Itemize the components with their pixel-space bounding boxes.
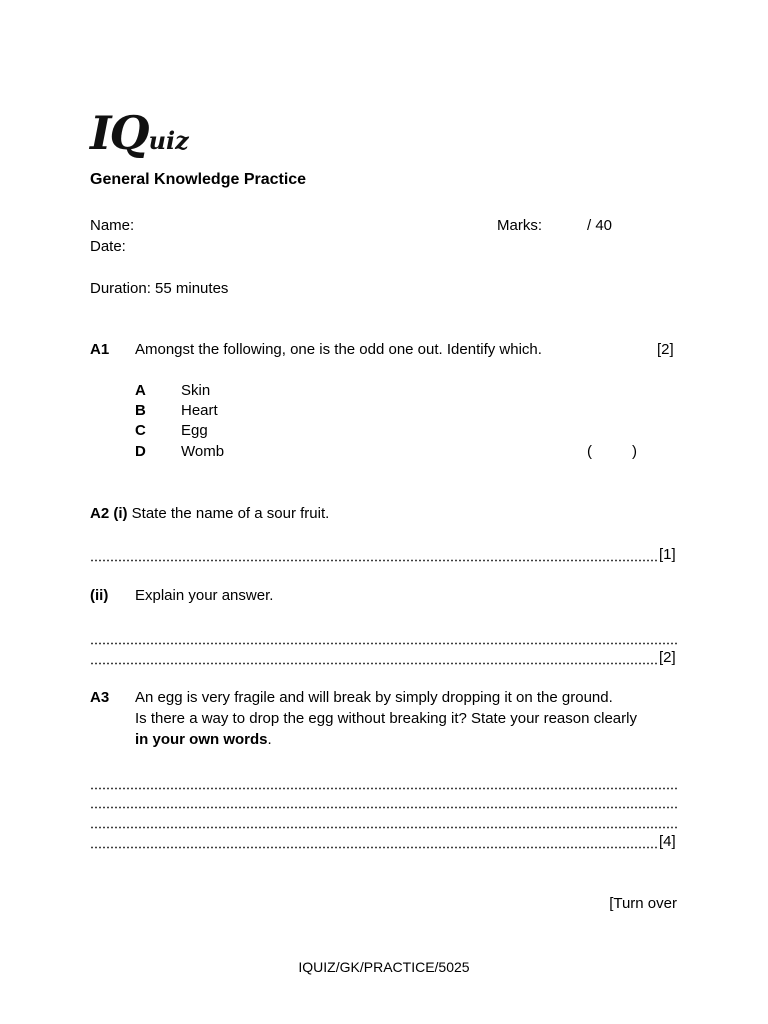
question-text-a1: Amongst the following, one is the odd one out. Identify which. bbox=[135, 341, 542, 358]
option-letter: A bbox=[135, 382, 146, 399]
question-text-a3-line1: An egg is very fragile and will break by simply dropping it on the ground. bbox=[135, 689, 613, 706]
marks-a2-ii: [2] bbox=[659, 649, 676, 666]
question-a2-line bbox=[90, 505, 329, 523]
date-label: Date: bbox=[90, 238, 126, 255]
page-subtitle: General Knowledge Practice bbox=[90, 171, 307, 188]
question-number-a2-ii: (ii) bbox=[90, 587, 109, 604]
marks-total: / 40 bbox=[587, 217, 613, 234]
marks-a2-i: [1] bbox=[659, 546, 676, 563]
marks-a1: [2] bbox=[657, 341, 674, 358]
answer-line bbox=[90, 546, 657, 564]
logo-uiz: uiz bbox=[148, 126, 189, 155]
period: . bbox=[267, 731, 272, 748]
question-number-a2: A2 (i) bbox=[90, 505, 128, 522]
turn-over-text: [Turn over bbox=[609, 895, 677, 912]
answer-bracket-close: ) bbox=[632, 443, 637, 460]
duration-text: Duration: 55 minutes bbox=[90, 280, 229, 297]
marks-label: Marks: bbox=[497, 217, 542, 234]
option-text: Skin bbox=[181, 382, 211, 399]
option-text: Egg bbox=[181, 422, 208, 439]
option-letter: C bbox=[135, 422, 146, 439]
emphasis-text: in your own words bbox=[135, 731, 268, 748]
marks-a3: [4] bbox=[659, 833, 676, 850]
answer-line bbox=[90, 649, 657, 667]
question-text-a2-ii: Explain your answer. bbox=[135, 587, 274, 604]
question-text-a3-line2: Is there a way to drop the egg without breaking it? State your reason clearly bbox=[135, 710, 637, 727]
answer-line bbox=[90, 813, 677, 831]
question-number-a1: A1 bbox=[90, 341, 110, 358]
name-label: Name: bbox=[90, 217, 135, 234]
answer-line bbox=[90, 833, 657, 851]
iquiz-logo bbox=[90, 106, 189, 160]
option-letter: D bbox=[135, 443, 146, 460]
answer-line bbox=[90, 774, 677, 792]
answer-line bbox=[90, 793, 677, 811]
answer-line bbox=[90, 629, 677, 647]
option-letter: B bbox=[135, 402, 146, 419]
question-number-a3: A3 bbox=[90, 689, 110, 706]
question-text-a3-line3 bbox=[135, 731, 272, 749]
question-text-a2: State the name of a sour fruit. bbox=[131, 505, 330, 522]
document-code: IQUIZ/GK/PRACTICE/5025 bbox=[298, 959, 470, 975]
logo-iq: IQ bbox=[90, 106, 148, 160]
option-text: Heart bbox=[181, 402, 218, 419]
answer-bracket-open: ( bbox=[587, 443, 592, 460]
option-text: Womb bbox=[181, 443, 225, 460]
